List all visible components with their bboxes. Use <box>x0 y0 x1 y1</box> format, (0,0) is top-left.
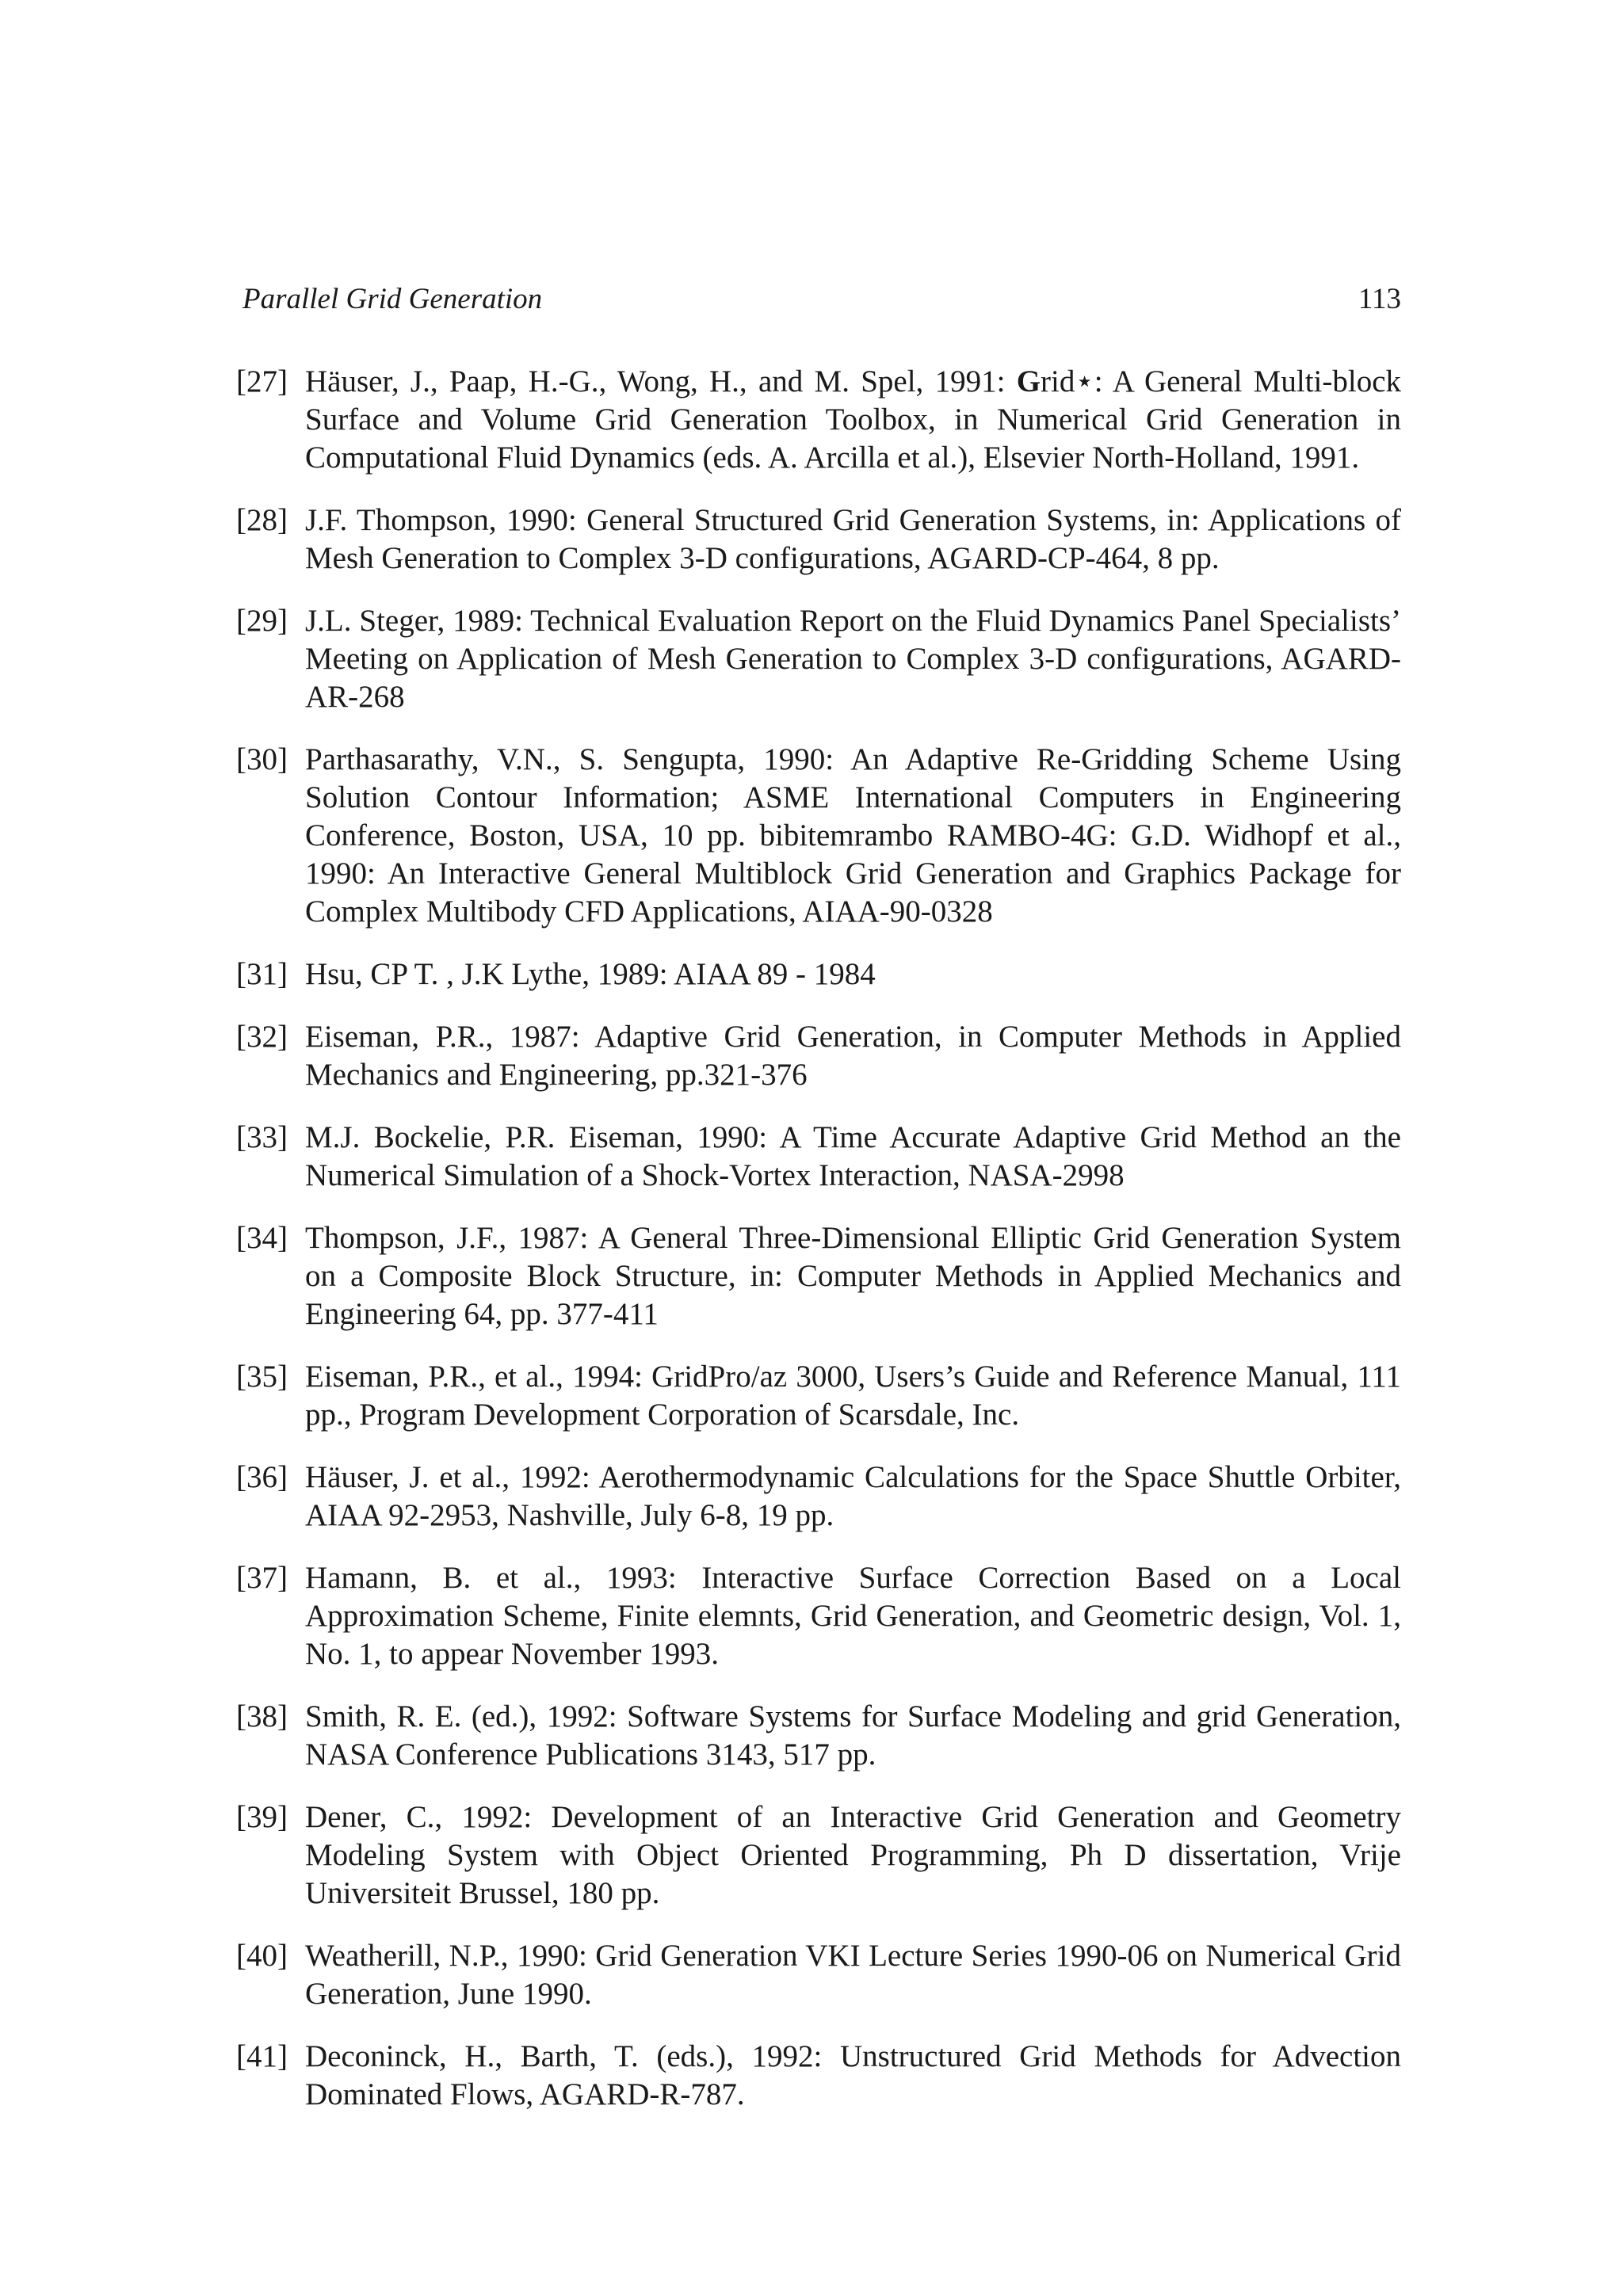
reference-item <box>236 502 1401 578</box>
reference-text: Dener, C., 1992: Development of an Interactive Grid Generation and Geometry Modeling System with Object Oriented Programming, Ph D dissertation, Vrije Universiteit Brussel, 180 pp. <box>305 1800 1401 1910</box>
reference-label: [28] <box>236 503 288 537</box>
reference-text: Eiseman, P.R., 1987: Adaptive Grid Generation, in Computer Methods in Applied Mechanics and Engineering, pp.321-376 <box>305 1020 1401 1092</box>
reference-text <box>305 363 1401 477</box>
reference-list <box>236 363 1401 2138</box>
reference-text: Häuser, J. et al., 1992: Aerothermodynamic Calculations for the Space Shuttle Orbiter, AIAA 92-2953, Nashville, July 6-8, 19 pp. <box>305 1460 1401 1532</box>
reference-item <box>236 1018 1401 1094</box>
reference-label: [38] <box>236 1699 288 1733</box>
reference-item <box>236 1219 1401 1333</box>
reference-text-part: rid⋆: A General Multi-block Surface and Volume Grid Generation Toolbox, in Numerical Grid Generation in Computational Fluid Dynamics (eds. A. Arcilla et al.), Elsevier North-Holland, 1991. <box>305 364 1402 475</box>
reference-text: M.J. Bockelie, P.R. Eiseman, 1990: A Time Accurate Adaptive Grid Method an the Numerical Simulation of a Shock-Vortex Interaction, NASA-2998 <box>305 1120 1401 1192</box>
running-title: Parallel Grid Generation <box>242 283 543 315</box>
reference-item <box>236 741 1401 931</box>
reference-label: [29] <box>236 604 288 638</box>
reference-item <box>236 363 1401 477</box>
reference-text: J.L. Steger, 1989: Technical Evaluation Report on the Fluid Dynamics Panel Specialists’ Meeting on Application of Mesh Generation to Complex 3-D configurations, AGARD-AR-268 <box>305 604 1401 714</box>
reference-label: [34] <box>236 1221 288 1255</box>
page-number: 113 <box>1358 283 1401 315</box>
reference-label: [27] <box>236 364 288 399</box>
reference-text: Hamann, B. et al., 1993: Interactive Surface Correction Based on a Local Approximation Scheme, Finite elemnts, Grid Generation, and Geometric design, Vol. 1, No. 1, to appear November 1993. <box>305 1561 1401 1671</box>
reference-item <box>236 602 1401 716</box>
reference-label: [33] <box>236 1120 288 1154</box>
reference-label: [31] <box>236 957 288 991</box>
reference-item <box>236 1937 1401 2013</box>
reference-text: Smith, R. E. (ed.), 1992: Software Systems for Surface Modeling and grid Generation, NASA Conference Publications 3143, 517 pp. <box>305 1699 1401 1772</box>
reference-text-part: Häuser, J., Paap, H.-G., Wong, H., and M. Spel, 1991: <box>305 364 1017 399</box>
reference-label: [39] <box>236 1800 288 1834</box>
reference-text: Parthasarathy, V.N., S. Sengupta, 1990: An Adaptive Re-Gridding Scheme Using Solution Contour Information; ASME International Computers in Engineering Conference, Boston, USA, 10 pp. bibitemrambo RAMBO-4G: G.D. Widhopf et al., 1990: An Interactive General Multiblock Grid Generation and Graphics Package for Complex Multibody CFD Applications, AIAA-90-0328 <box>305 742 1401 929</box>
reference-text: Thompson, J.F., 1987: A General Three-Dimensional Elliptic Grid Generation System on a Composite Block Structure, in: Computer Methods in Applied Mechanics and Engineering 64, pp. 377-411 <box>305 1221 1401 1331</box>
reference-item <box>236 1459 1401 1535</box>
reference-label: [32] <box>236 1020 288 1054</box>
reference-text: Deconinck, H., Barth, T. (eds.), 1992: Unstructured Grid Methods for Advection Dominated Flows, AGARD-R-787. <box>305 2039 1401 2111</box>
reference-label: [40] <box>236 1939 288 1973</box>
reference-item <box>236 1119 1401 1195</box>
running-head <box>242 280 1401 319</box>
reference-label: [37] <box>236 1561 288 1595</box>
reference-item <box>236 1798 1401 1913</box>
reference-text: J.F. Thompson, 1990: General Structured Grid Generation Systems, in: Applications of Mesh Generation to Complex 3-D configurations, AGARD-CP-464, 8 pp. <box>305 503 1401 575</box>
reference-label: [36] <box>236 1460 288 1494</box>
reference-item <box>236 955 1401 994</box>
reference-item <box>236 2038 1401 2114</box>
reference-text: Hsu, CP T. , J.K Lythe, 1989: AIAA 89 - 1984 <box>305 957 876 991</box>
reference-item <box>236 1358 1401 1434</box>
reference-text: Weatherill, N.P., 1990: Grid Generation VKI Lecture Series 1990-06 on Numerical Grid Generation, June 1990. <box>305 1939 1401 2011</box>
reference-text: Eiseman, P.R., et al., 1994: GridPro/az 3000, Users’s Guide and Reference Manual, 111 pp., Program Development Corporation of Scarsdale, Inc. <box>305 1360 1401 1432</box>
reference-item <box>236 1559 1401 1673</box>
reference-label: [35] <box>236 1360 288 1394</box>
reference-label: [41] <box>236 2039 288 2073</box>
reference-item <box>236 1698 1401 1774</box>
reference-text-bold: G <box>1016 364 1041 399</box>
reference-label: [30] <box>236 742 288 776</box>
